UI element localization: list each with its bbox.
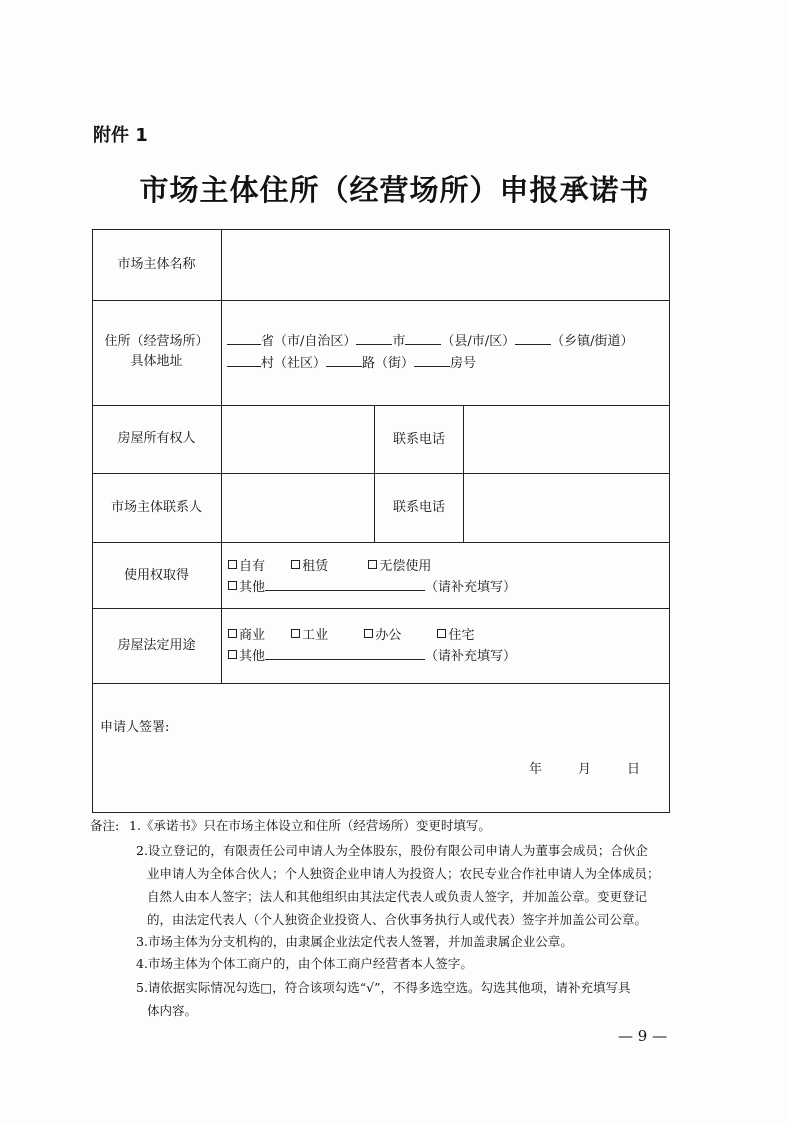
document-title: 市场主体住所（经营场所）申报承诺书 xyxy=(139,173,650,207)
notes-prefix: 备注: xyxy=(90,818,120,833)
name-field[interactable] xyxy=(221,230,669,300)
note-line: 业申请人为全体合伙人；个人独资企业申请人为投资人；农民专业合作社申请人为全体成员； xyxy=(147,866,660,881)
option-lease[interactable]: 租赁 xyxy=(291,559,328,574)
legal-use-label: 房屋法定用途 xyxy=(117,638,196,653)
address-line-1[interactable] xyxy=(227,331,634,352)
year-label: 年 xyxy=(529,762,543,777)
note-line: 1.《承诺书》只在市场主体设立和住所（经营场所）变更时填写。 xyxy=(129,818,491,833)
option-residential[interactable]: 住宅 xyxy=(437,628,474,643)
address-label-1: 住所（经营场所） xyxy=(104,334,209,349)
attachment-label: 附件 1 xyxy=(93,125,148,146)
option-free-use[interactable]: 无偿使用 xyxy=(368,559,431,574)
address-label-2: 具体地址 xyxy=(130,354,183,369)
sign-label: 申请人签署: xyxy=(100,720,170,735)
town-text: （乡镇/街道） xyxy=(551,334,634,349)
county-text: （县/市/区） xyxy=(441,334,516,349)
note-line: 2.设立登记的，有限责任公司申请人为全体股东，股份有限公司申请人为董事会成员；合伙企 xyxy=(136,843,648,858)
option-commercial[interactable]: 商业 xyxy=(228,628,265,643)
page-number: — 9 — xyxy=(618,1027,668,1045)
address-line-2[interactable] xyxy=(227,353,476,374)
note-line: 自然人由本人签字；法人和其他组织由其法定代表人或负责人签字，并加盖公章。变更登记 xyxy=(147,889,648,904)
option-office[interactable]: 办公 xyxy=(364,628,401,643)
name-label: 市场主体名称 xyxy=(117,257,196,272)
use-right-line-1 xyxy=(228,556,431,577)
city-text: 市 xyxy=(392,334,406,349)
option-other[interactable]: 其他 xyxy=(228,580,265,595)
option-owned[interactable]: 自有 xyxy=(228,559,265,574)
road-text: 路（街） xyxy=(362,356,415,371)
owner-phone-label: 联系电话 xyxy=(392,432,445,447)
village-text: 村（社区） xyxy=(261,356,327,371)
note-line: 5.请依据实际情况勾选□，符合该项勾选“√”，不得多选空选。勾选其他项，请补充填写具 xyxy=(136,980,631,995)
month-label: 月 xyxy=(578,762,592,777)
room-text: 房号 xyxy=(450,356,477,371)
day-label: 日 xyxy=(627,762,641,777)
option-industrial[interactable]: 工业 xyxy=(291,628,328,643)
contact-phone-label: 联系电话 xyxy=(392,500,445,515)
contact-label: 市场主体联系人 xyxy=(110,500,202,515)
note-line: 4.市场主体为个体工商户的，由个体工商户经营者本人签字。 xyxy=(136,956,473,971)
option-other-use[interactable]: 其他 xyxy=(228,649,265,664)
note-line: 体内容。 xyxy=(147,1003,198,1018)
other-use-field[interactable] xyxy=(265,647,425,660)
owner-label: 房屋所有权人 xyxy=(117,431,196,446)
other-field[interactable] xyxy=(265,578,425,591)
province-text: 省（市/自治区） xyxy=(261,334,357,349)
note-line: 的，由法定代表人（个人独资企业投资人、合伙事务执行人或代表）签字并加盖公司公章。 xyxy=(147,912,648,927)
legal-use-line-2: 其他 （请补充填写） xyxy=(228,646,516,667)
use-right-line-2: 其他 （请补充填写） xyxy=(228,577,516,598)
use-right-label: 使用权取得 xyxy=(123,568,189,583)
legal-use-line-1 xyxy=(228,625,474,646)
note-line: 3.市场主体为分支机构的，由隶属企业法定代表人签署，并加盖隶属企业公章。 xyxy=(136,934,573,949)
